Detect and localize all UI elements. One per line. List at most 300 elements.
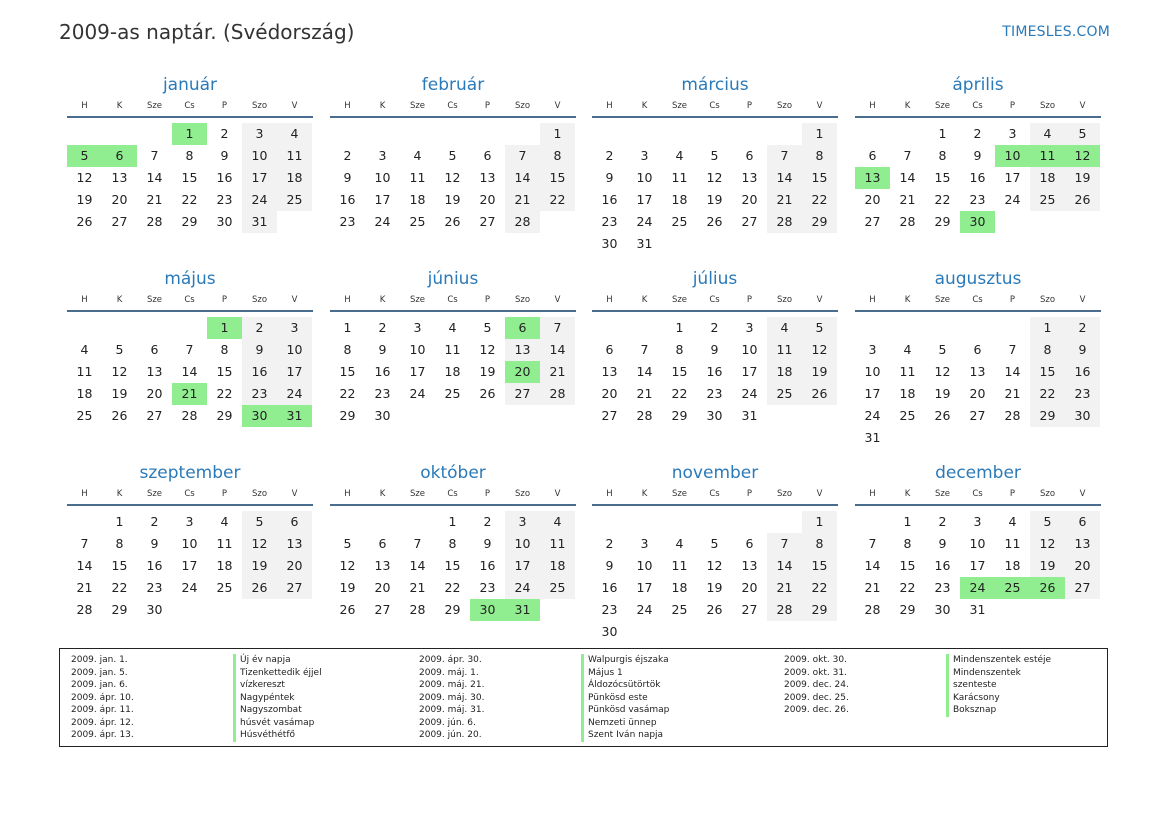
day-cell: 28 [767, 211, 802, 233]
day-cell: 25 [1030, 189, 1065, 211]
day-cell: 3 [640, 148, 649, 163]
day-cell: 22 [216, 386, 233, 401]
day-cell: 2 [220, 126, 229, 141]
day-cell: 17 [969, 558, 986, 573]
day-cell: 11 [216, 536, 233, 551]
day-cell: 13 [1065, 533, 1100, 555]
day-cell: 10 [636, 170, 653, 185]
weekday-label: P [1009, 489, 1016, 499]
empty-cell [137, 123, 172, 145]
day-cell: 22 [802, 189, 837, 211]
day-cell: 14 [899, 170, 916, 185]
day-cell: 31 [242, 211, 277, 233]
day-cell: 21 [767, 577, 802, 599]
weekday-label: Szo [514, 295, 531, 305]
day-cell: 3 [185, 514, 194, 529]
empty-cell [627, 317, 662, 339]
month-name: június [427, 269, 479, 289]
day-cell: 12 [339, 558, 356, 573]
day-cell: 4 [80, 342, 89, 357]
holiday-row [419, 679, 669, 692]
day-cell: 29 [339, 408, 356, 423]
empty-cell [400, 123, 435, 145]
empty-cell [995, 317, 1030, 339]
day-cell: 18 [540, 555, 575, 577]
day-cell: 20 [146, 386, 163, 401]
day-cell: 17 [409, 364, 426, 379]
month-március [592, 74, 838, 255]
day-cell: 4 [767, 317, 802, 339]
weekday-label: Cs [184, 295, 195, 305]
day-cell: 11 [540, 533, 575, 555]
month-name: december [935, 463, 1021, 483]
day-cell: 22 [802, 577, 837, 599]
day-cell: 11 [671, 170, 688, 185]
day-cell: 17 [181, 558, 198, 573]
day-cell: 23 [339, 214, 356, 229]
holiday-name: Május 1 [581, 667, 623, 680]
weekday-label: H [606, 101, 613, 111]
holiday-name: húsvét vasámap [233, 717, 314, 730]
weekday-header [67, 290, 313, 312]
weekday-label: Szo [251, 489, 268, 499]
day-cell: 17 [277, 361, 312, 383]
weekday-label: K [904, 489, 911, 499]
holiday-row [71, 667, 322, 680]
weekday-label: Cs [184, 101, 195, 111]
day-cell: 5 [242, 511, 277, 533]
weekday-label: Szo [514, 489, 531, 499]
day-cell: 25 [671, 214, 688, 229]
day-cell: 2 [343, 148, 352, 163]
empty-cell [102, 317, 137, 339]
day-cell: 21 [76, 580, 93, 595]
day-cell: 20 [374, 580, 391, 595]
day-cell: 7 [640, 342, 649, 357]
weekday-label: Sze [934, 101, 951, 111]
day-cell: 11 [1004, 536, 1021, 551]
day-cell: 2 [605, 148, 614, 163]
day-cell: 20 [505, 361, 540, 383]
day-cell: 23 [242, 383, 277, 405]
weekday-label: K [379, 101, 386, 111]
weekday-label: Sze [671, 489, 688, 499]
day-cell: 6 [745, 148, 754, 163]
day-cell: 24 [864, 408, 881, 423]
empty-cell [330, 123, 365, 145]
weekday-label: Szo [1039, 295, 1056, 305]
weekday-label: V [554, 295, 561, 305]
day-cell: 23 [374, 386, 391, 401]
day-cell: 26 [934, 408, 951, 423]
day-cell: 23 [146, 580, 163, 595]
day-cell: 21 [899, 192, 916, 207]
day-cell: 29 [1030, 405, 1065, 427]
month-name: május [164, 269, 216, 289]
weekday-label: Cs [972, 101, 983, 111]
day-cell: 4 [675, 536, 684, 551]
day-cell: 14 [146, 170, 163, 185]
day-cell: 28 [1004, 408, 1021, 423]
day-cell: 25 [995, 577, 1030, 599]
day-cell: 2 [150, 514, 159, 529]
day-cell: 27 [374, 602, 391, 617]
holiday-name: Nagyszombat [233, 704, 302, 717]
day-cell: 1 [802, 511, 837, 533]
day-cell: 17 [1004, 170, 1021, 185]
holiday-row [419, 654, 669, 667]
day-cell: 19 [1065, 167, 1100, 189]
calendar-months [67, 74, 1103, 644]
day-cell: 22 [339, 386, 356, 401]
weekday-label: P [746, 489, 753, 499]
holiday-row [71, 704, 322, 717]
empty-cell [697, 511, 732, 533]
day-grid [592, 317, 838, 427]
weekday-header [330, 96, 576, 118]
day-cell: 27 [601, 408, 618, 423]
weekday-header [592, 290, 838, 312]
day-cell: 25 [76, 408, 93, 423]
month-december [855, 462, 1101, 621]
day-cell: 6 [277, 511, 312, 533]
empty-cell [67, 511, 102, 533]
day-cell: 20 [111, 192, 128, 207]
day-cell: 7 [185, 342, 194, 357]
day-cell: 19 [111, 386, 128, 401]
holiday-row [71, 729, 322, 742]
day-cell: 17 [636, 580, 653, 595]
day-cell: 23 [969, 192, 986, 207]
day-cell: 5 [343, 536, 352, 551]
day-cell: 15 [540, 167, 575, 189]
day-grid [67, 317, 313, 427]
day-cell: 23 [706, 386, 723, 401]
day-cell: 2 [483, 514, 492, 529]
weekday-label: K [904, 101, 911, 111]
month-január [67, 74, 313, 233]
month-szeptember [67, 462, 313, 621]
day-cell: 12 [444, 170, 461, 185]
day-cell: 1 [540, 123, 575, 145]
day-cell: 7 [80, 536, 89, 551]
day-cell: 14 [636, 364, 653, 379]
day-cell: 29 [444, 602, 461, 617]
empty-cell [925, 317, 960, 339]
day-cell: 27 [864, 214, 881, 229]
holiday-name: vízkereszt [233, 679, 285, 692]
weekday-label: Sze [671, 101, 688, 111]
month-name: szeptember [139, 463, 241, 483]
day-cell: 28 [767, 599, 802, 621]
day-cell: 6 [102, 145, 137, 167]
day-grid [592, 511, 838, 643]
day-cell: 14 [1004, 364, 1021, 379]
weekday-label: Sze [934, 295, 951, 305]
holiday-date: 2009. máj. 21. [419, 680, 485, 690]
weekday-label: Cs [447, 489, 458, 499]
day-cell: 16 [934, 558, 951, 573]
day-cell: 5 [448, 148, 457, 163]
weekday-label: H [81, 101, 88, 111]
day-cell: 7 [413, 536, 422, 551]
day-cell: 5 [115, 342, 124, 357]
holiday-name: Nemzeti ünnep [581, 717, 657, 730]
weekday-label: V [291, 489, 298, 499]
day-cell: 18 [1004, 558, 1021, 573]
day-cell: 31 [277, 405, 312, 427]
day-cell: 20 [969, 386, 986, 401]
day-cell: 10 [741, 342, 758, 357]
empty-cell [400, 511, 435, 533]
weekday-label: V [1079, 489, 1086, 499]
day-cell: 19 [706, 192, 723, 207]
day-cell: 27 [479, 214, 496, 229]
day-cell: 3 [745, 320, 754, 335]
day-cell: 26 [802, 383, 837, 405]
day-cell: 30 [146, 602, 163, 617]
day-cell: 4 [220, 514, 229, 529]
empty-cell [592, 123, 627, 145]
day-cell: 27 [277, 577, 312, 599]
day-cell: 27 [505, 383, 540, 405]
holiday-name: Boksznap [946, 704, 996, 717]
day-cell: 11 [1030, 145, 1065, 167]
day-cell: 12 [76, 170, 93, 185]
weekday-label: Sze [671, 295, 688, 305]
day-cell: 18 [277, 167, 312, 189]
weekday-label: Szo [776, 295, 793, 305]
day-cell: 14 [864, 558, 881, 573]
holiday-column [71, 654, 322, 742]
day-cell: 16 [601, 192, 618, 207]
month-name: augusztus [934, 269, 1022, 289]
holiday-row [71, 717, 322, 730]
day-cell: 12 [111, 364, 128, 379]
holiday-name: Áldozócsütörtök [581, 679, 660, 692]
day-cell: 16 [374, 364, 391, 379]
day-cell: 9 [605, 170, 614, 185]
holiday-date: 2009. dec. 24. [784, 680, 849, 690]
day-cell: 5 [67, 145, 102, 167]
day-cell: 25 [899, 408, 916, 423]
weekday-label: V [816, 295, 823, 305]
holiday-date: 2009. ápr. 12. [71, 717, 134, 728]
day-cell: 15 [802, 555, 837, 577]
holiday-name: szenteste [946, 679, 996, 692]
day-cell: 2 [378, 320, 387, 335]
day-cell: 3 [973, 514, 982, 529]
day-cell: 7 [1008, 342, 1017, 357]
holiday-name: Tizenkettedik éjjel [233, 667, 322, 680]
day-cell: 28 [540, 383, 575, 405]
day-cell: 12 [706, 558, 723, 573]
weekday-header [855, 484, 1101, 506]
day-cell: 25 [540, 577, 575, 599]
day-cell: 18 [444, 364, 461, 379]
day-cell: 6 [745, 536, 754, 551]
day-cell: 13 [374, 558, 391, 573]
day-cell: 3 [640, 536, 649, 551]
day-grid [330, 511, 576, 621]
day-cell: 21 [767, 189, 802, 211]
page-title: 2009-as naptár. (Svédország) [59, 20, 355, 44]
empty-cell [767, 511, 802, 533]
day-cell: 16 [969, 170, 986, 185]
day-cell: 13 [741, 170, 758, 185]
day-cell: 12 [479, 342, 496, 357]
day-cell: 11 [76, 364, 93, 379]
day-cell: 14 [76, 558, 93, 573]
day-cell: 13 [146, 364, 163, 379]
weekday-label: Szo [776, 101, 793, 111]
weekday-label: Szo [251, 101, 268, 111]
weekday-label: Cs [709, 489, 720, 499]
day-cell: 22 [540, 189, 575, 211]
day-cell: 6 [378, 536, 387, 551]
day-cell: 23 [601, 602, 618, 617]
day-cell: 27 [111, 214, 128, 229]
day-cell: 5 [710, 536, 719, 551]
day-cell: 21 [146, 192, 163, 207]
day-cell: 9 [242, 339, 277, 361]
day-cell: 13 [969, 364, 986, 379]
month-name: április [952, 75, 1004, 95]
empty-cell [505, 123, 540, 145]
day-cell: 4 [1008, 514, 1017, 529]
day-cell: 11 [444, 342, 461, 357]
holiday-row [71, 679, 322, 692]
day-cell: 16 [706, 364, 723, 379]
day-cell: 4 [903, 342, 912, 357]
day-cell: 24 [505, 577, 540, 599]
weekday-label: K [116, 101, 123, 111]
weekday-label: V [816, 489, 823, 499]
holiday-column [419, 654, 669, 742]
day-cell: 3 [1008, 126, 1017, 141]
day-cell: 24 [181, 580, 198, 595]
day-cell: 13 [277, 533, 312, 555]
holiday-name: Pünkösd vasámap [581, 704, 669, 717]
weekday-label: Sze [934, 489, 951, 499]
month-name: január [162, 75, 218, 95]
day-cell: 30 [1065, 405, 1100, 427]
holiday-date: 2009. dec. 26. [784, 705, 849, 715]
day-cell: 28 [899, 214, 916, 229]
holiday-row [784, 704, 1051, 717]
weekday-header [67, 484, 313, 506]
day-cell: 15 [934, 170, 951, 185]
day-cell: 24 [374, 214, 391, 229]
day-cell: 11 [671, 558, 688, 573]
day-cell: 9 [483, 536, 492, 551]
weekday-label: V [554, 489, 561, 499]
day-cell: 6 [868, 148, 877, 163]
day-cell: 19 [339, 580, 356, 595]
day-cell: 6 [505, 317, 540, 339]
day-cell: 9 [378, 342, 387, 357]
day-cell: 12 [1065, 145, 1100, 167]
day-cell: 26 [1030, 577, 1065, 599]
day-grid [592, 123, 838, 255]
day-cell: 19 [934, 386, 951, 401]
weekday-label: H [344, 489, 351, 499]
holiday-row [784, 654, 1051, 667]
empty-cell [855, 511, 890, 533]
empty-cell [137, 317, 172, 339]
day-cell: 8 [802, 533, 837, 555]
holiday-row [419, 692, 669, 705]
day-cell: 21 [409, 580, 426, 595]
weekday-label: K [116, 489, 123, 499]
day-cell: 7 [505, 145, 540, 167]
holiday-legend [59, 648, 1108, 747]
day-cell: 8 [1030, 339, 1065, 361]
day-cell: 21 [636, 386, 653, 401]
weekday-label: Szo [514, 101, 531, 111]
day-cell: 6 [483, 148, 492, 163]
month-április [855, 74, 1101, 233]
holiday-name: Walpurgis éjszaka [581, 654, 669, 667]
day-cell: 8 [220, 342, 229, 357]
day-cell: 23 [601, 214, 618, 229]
day-cell: 22 [111, 580, 128, 595]
empty-cell [662, 511, 697, 533]
day-cell: 1 [115, 514, 124, 529]
day-cell: 18 [671, 580, 688, 595]
day-cell: 14 [767, 555, 802, 577]
day-cell: 3 [242, 123, 277, 145]
day-cell: 10 [374, 170, 391, 185]
weekday-header [592, 484, 838, 506]
month-október [330, 462, 576, 621]
day-cell: 16 [242, 361, 277, 383]
weekday-label: H [344, 295, 351, 305]
day-cell: 21 [540, 361, 575, 383]
day-cell: 19 [1030, 555, 1065, 577]
day-cell: 18 [409, 192, 426, 207]
day-cell: 19 [242, 555, 277, 577]
day-cell: 23 [479, 580, 496, 595]
day-cell: 21 [172, 383, 207, 405]
day-cell: 15 [216, 364, 233, 379]
day-cell: 21 [1004, 386, 1021, 401]
holiday-date: 2009. máj. 1. [419, 667, 479, 678]
weekday-label: Szo [251, 295, 268, 305]
day-cell: 10 [505, 533, 540, 555]
weekday-label: V [291, 295, 298, 305]
day-cell: 12 [706, 170, 723, 185]
day-cell: 30 [470, 599, 505, 621]
weekday-header [855, 96, 1101, 118]
day-cell: 9 [343, 170, 352, 185]
day-cell: 8 [448, 536, 457, 551]
day-cell: 18 [899, 386, 916, 401]
day-cell: 30 [960, 211, 995, 233]
day-cell: 29 [671, 408, 688, 423]
day-cell: 11 [409, 170, 426, 185]
day-cell: 30 [216, 214, 233, 229]
day-cell: 5 [1065, 123, 1100, 145]
day-cell: 16 [216, 170, 233, 185]
site-link[interactable]: TIMESLES.COM [1002, 24, 1110, 40]
day-cell: 25 [671, 602, 688, 617]
day-cell: 19 [479, 364, 496, 379]
weekday-label: K [379, 489, 386, 499]
holiday-row [784, 679, 1051, 692]
day-grid [67, 123, 313, 233]
day-cell: 25 [277, 189, 312, 211]
